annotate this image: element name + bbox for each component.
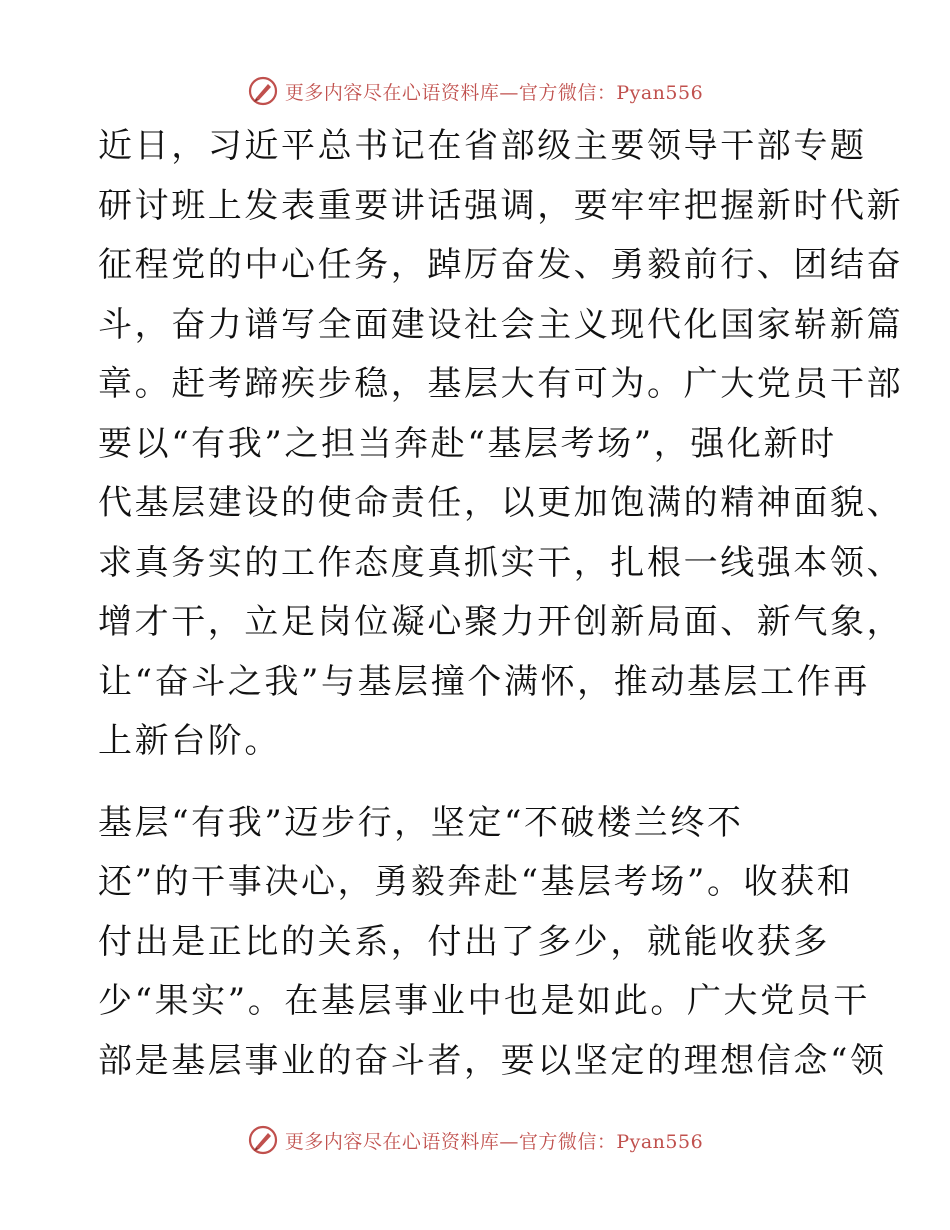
footer-watermark — [0, 1120, 950, 1160]
text-line: 少“果实”。在基层事业中也是如此。广大党员干 — [98, 981, 870, 1021]
text-line: 要以“有我”之担当奔赴“基层考场”，强化新时 — [98, 423, 837, 464]
watermark-text: 更多内容尽在心语资料库—官方微信：Pyan556 — [284, 1130, 704, 1153]
text-line: 章。赶考蹄疾步稳，基层大有可为。广大党员干部 — [98, 364, 904, 404]
text-line: 让“奋斗之我”与基层撞个满怀，推动基层工作再 — [98, 661, 870, 702]
text-line: 付出是正比的关系，付出了多少，就能收获多 — [98, 921, 830, 962]
document-body — [98, 117, 904, 1091]
header-watermark — [0, 71, 950, 111]
text-line: 部是基层事业的奋斗者，要以坚定的理想信念“领 — [98, 1040, 887, 1081]
text-line: 代基层建设的使命责任，以更加饱满的精神面貌、 — [98, 483, 904, 523]
text-line: 研讨班上发表重要讲话强调，要牢牢把握新时代新 — [98, 185, 904, 226]
text-line: 近日，习近平总书记在省部级主要领导干部专题 — [98, 126, 867, 166]
text-line: 还”的干事决心，勇毅奔赴“基层考场”。收获和 — [98, 862, 854, 902]
text-line: 求真务实的工作态度真抓实干，扎根一线强本领、 — [98, 542, 904, 583]
text-line: 斗，奋力谱写全面建设社会主义现代化国家崭新篇 — [98, 304, 904, 345]
pen-logo-icon — [247, 1124, 279, 1156]
text-line: 上新台阶。 — [98, 721, 281, 761]
pen-logo-icon — [247, 75, 279, 107]
text-line: 基层“有我”迈步行，坚定“不破楼兰终不 — [98, 802, 744, 843]
watermark-text: 更多内容尽在心语资料库—官方微信：Pyan556 — [284, 81, 704, 104]
text-line: 增才干，立足岗位凝心聚力开创新局面、新气象， — [98, 602, 904, 642]
paragraph-2 — [98, 794, 887, 1092]
text-line: 征程党的中心任务，踔厉奋发、勇毅前行、团结奋 — [98, 245, 904, 285]
paragraph-1 — [98, 117, 904, 772]
